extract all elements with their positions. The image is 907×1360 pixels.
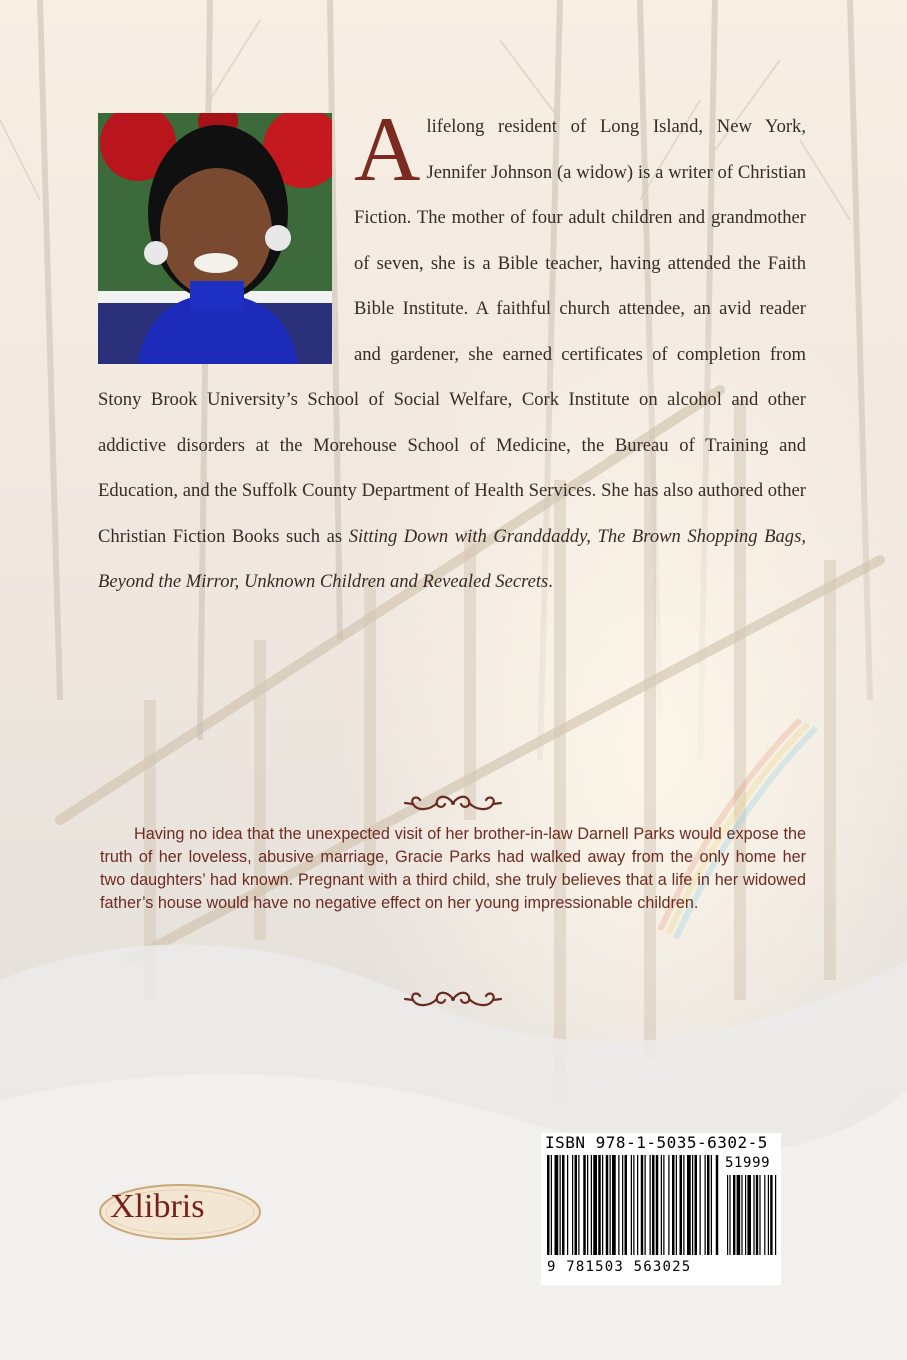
barcode-bar xyxy=(683,1155,684,1255)
barcode-bar xyxy=(610,1155,611,1255)
drop-cap: A xyxy=(354,98,421,200)
barcode-bar xyxy=(668,1155,669,1255)
bio-text-end: . xyxy=(548,571,553,592)
addon-bar xyxy=(733,1175,735,1255)
barcode-bar xyxy=(560,1155,561,1255)
barcode-bar xyxy=(645,1155,646,1255)
barcode-bar xyxy=(591,1155,592,1255)
barcode-bar xyxy=(700,1155,701,1255)
addon-bar xyxy=(775,1175,776,1255)
addon-bar xyxy=(768,1175,769,1255)
isbn-label: ISBN 978-1-5035-6302-5 xyxy=(545,1133,768,1152)
barcode-bar xyxy=(661,1155,662,1255)
barcode-bar xyxy=(551,1155,552,1255)
barcode-bar xyxy=(656,1155,659,1255)
addon-bar xyxy=(727,1175,728,1255)
addon-bar xyxy=(753,1175,754,1255)
barcode-bar xyxy=(602,1155,603,1255)
addon-bar xyxy=(770,1175,772,1255)
addon-bar xyxy=(747,1175,751,1255)
barcode-bar xyxy=(572,1155,573,1255)
book-blurb: Having no idea that the unexpected visit of her brother-in-law Darnell Parks would expose the truth of her loveless, abusive marriage, Gracie Parks had walked away from the only home her two daughters’ had known. Pregnant with a third child, she truly believes that a life in her widowed father’s house would have no negative effect on her young impressionable children. xyxy=(100,825,806,912)
addon-bar xyxy=(741,1175,742,1255)
publisher-logo-text: Xlibris xyxy=(110,1188,205,1225)
addon-bar xyxy=(745,1175,746,1255)
barcode-bar xyxy=(672,1155,675,1255)
barcode-bar xyxy=(663,1155,664,1255)
barcode-bar xyxy=(692,1155,693,1255)
barcode-bar xyxy=(612,1155,616,1255)
barcode-bar xyxy=(641,1155,644,1255)
barcode-bar xyxy=(637,1155,638,1255)
barcode-bar xyxy=(575,1155,578,1255)
barcode-bar xyxy=(598,1155,601,1255)
barcode-bar xyxy=(583,1155,586,1255)
barcode-bar xyxy=(631,1155,632,1255)
addon-bar xyxy=(729,1175,730,1255)
barcode-bar xyxy=(587,1155,588,1255)
barcode-bar xyxy=(625,1155,628,1255)
isbn-digits: 9 781503 563025 xyxy=(547,1259,692,1275)
barcode-bar xyxy=(618,1155,619,1255)
price-code: 51999 xyxy=(725,1155,771,1171)
addon-bar xyxy=(759,1175,760,1255)
book-titles: Sitting Down with Granddaddy, The Brown Shopping Bags, Beyond the Mirror, Unknown Children and Revealed Secrets xyxy=(98,525,806,592)
barcode-bar xyxy=(680,1155,683,1255)
barcode-bar xyxy=(562,1155,565,1255)
photo-spacer xyxy=(98,104,354,376)
barcode-bar xyxy=(555,1155,559,1255)
bio-text: lifelong resident of Long Island, New York, Jennifer Johnson (a widow) is a writer of Christian Fiction. The mother of four adult children and grandmother of seven, she is a Bible teacher, having attended the Faith Bible Institute. A faithful church attendee, an avid reader and gardener, she earned certificates of completion from Stony Brook University’s School of Social Welfare, Cork Institute on alcohol and other addictive disorders at the Morehouse School of Medicine, the Bureau of Training and Education, and the Suffolk County Department of Health Services. She has also authored other Christian Fiction Books such as xyxy=(98,116,806,547)
isbn-barcode xyxy=(541,1133,781,1285)
barcode-bar xyxy=(711,1155,712,1255)
addon-bar xyxy=(737,1175,741,1255)
addon-bar xyxy=(756,1175,758,1255)
barcode-bar xyxy=(705,1155,706,1255)
barcode-bar xyxy=(593,1155,597,1255)
ornament-divider-top xyxy=(403,792,503,814)
author-bio xyxy=(98,98,806,605)
addon-bar xyxy=(764,1175,765,1255)
ornament-divider-bottom xyxy=(403,988,503,1010)
barcode-bar xyxy=(622,1155,623,1255)
barcode-bar xyxy=(707,1155,710,1255)
barcode-bar xyxy=(687,1155,691,1255)
barcode-bar xyxy=(716,1155,719,1255)
barcode-bar xyxy=(578,1155,579,1255)
barcode-bar xyxy=(633,1155,634,1255)
barcode-bar xyxy=(695,1155,698,1255)
barcode-bar xyxy=(652,1155,655,1255)
barcode-bar xyxy=(547,1155,550,1255)
barcode-bar xyxy=(606,1155,609,1255)
barcode-bar xyxy=(567,1155,568,1255)
barcode-bar xyxy=(650,1155,651,1255)
barcode-bar xyxy=(676,1155,677,1255)
